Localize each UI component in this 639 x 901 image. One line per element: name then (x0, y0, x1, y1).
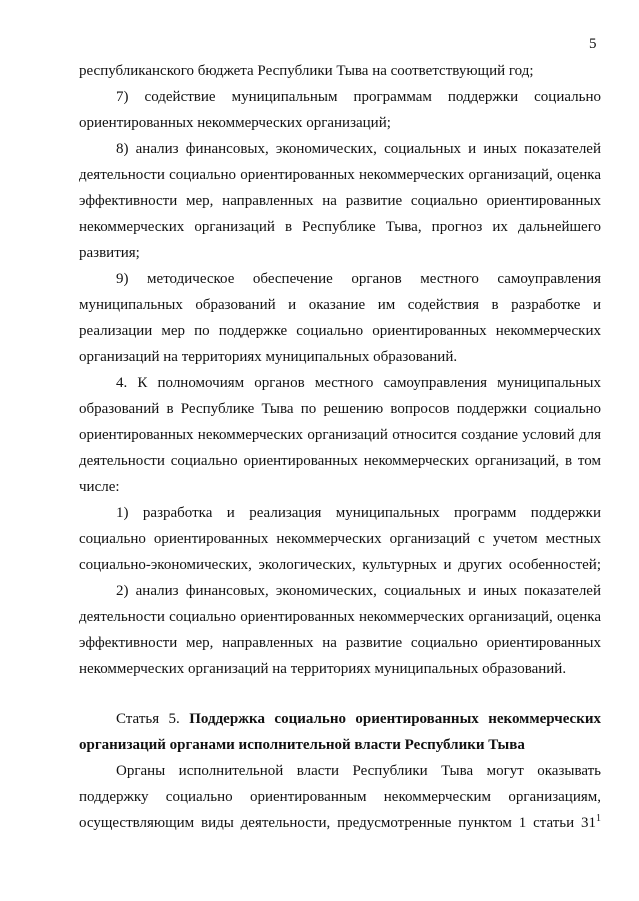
text-line: социально-экономических, экологических, культурных и других особенностей; (79, 557, 601, 573)
text-line: 9) методическое обеспечение органов местного самоуправления (116, 271, 601, 287)
text-line: числе: (79, 479, 120, 495)
article-title-line-2: организаций органами исполнительной власти Республики Тыва (79, 737, 525, 753)
text-line: реализации мер по поддержке социально ориентированных некоммерческих (79, 323, 601, 339)
page-number: 5 (589, 36, 597, 52)
text-line: 4. К полномочиям органов местного самоуправления муниципальных (116, 375, 601, 391)
text-line: ориентированных некоммерческих организаций; (79, 115, 391, 131)
text-line: 7) содействие муниципальным программам поддержки социально (116, 89, 601, 105)
article-title: Поддержка социально ориентированных некоммерческих (189, 711, 601, 727)
text-segment: осуществляющим виды деятельности, предусмотренные пунктом 1 статьи 31 (79, 815, 596, 831)
text-line: организаций на территориях муниципальных образований. (79, 349, 458, 365)
article-heading (116, 710, 601, 729)
text-line: некоммерческих организаций в Республике Тыва, прогноз их дальнейшего (79, 219, 601, 235)
text-line: ориентированных некоммерческих организаций относится создание условий для (79, 427, 601, 443)
text-line: республиканского бюджета Республики Тыва на соответствующий год; (79, 63, 534, 79)
article-prefix: Статья 5. (116, 711, 180, 727)
text-line: эффективности мер, направленных на развитие социально ориентированных (79, 635, 601, 651)
text-line: некоммерческих организаций на территориях муниципальных образований. (79, 661, 567, 677)
text-line: 1) разработка и реализация муниципальных программ поддержки (116, 505, 601, 521)
text-line: образований в Республике Тыва по решению вопросов поддержки социально (79, 401, 601, 417)
text-line: деятельности социально ориентированных некоммерческих организаций, оценка (79, 167, 601, 183)
text-line: муниципальных образований и оказание им содействия в разработке и (79, 297, 601, 313)
text-line: эффективности мер, направленных на развитие социально ориентированных (79, 193, 601, 209)
text-line: 8) анализ финансовых, экономических, социальных и иных показателей (116, 141, 601, 157)
text-line: социально ориентированных некоммерческих организаций с учетом местных (79, 531, 601, 547)
text-line: деятельности социально ориентированных некоммерческих организаций, в том (79, 453, 601, 469)
text-line: Органы исполнительной власти Республики Тыва могут оказывать (116, 763, 601, 779)
text-line: 2) анализ финансовых, экономических, социальных и иных показателей (116, 583, 601, 599)
superscript: 1 (596, 813, 601, 824)
text-line: поддержку социально ориентированным некоммерческим организациям, (79, 789, 601, 805)
text-line: развития; (79, 245, 140, 261)
text-line-with-superscript (79, 814, 601, 833)
text-line: деятельности социально ориентированных некоммерческих организаций, оценка (79, 609, 601, 625)
